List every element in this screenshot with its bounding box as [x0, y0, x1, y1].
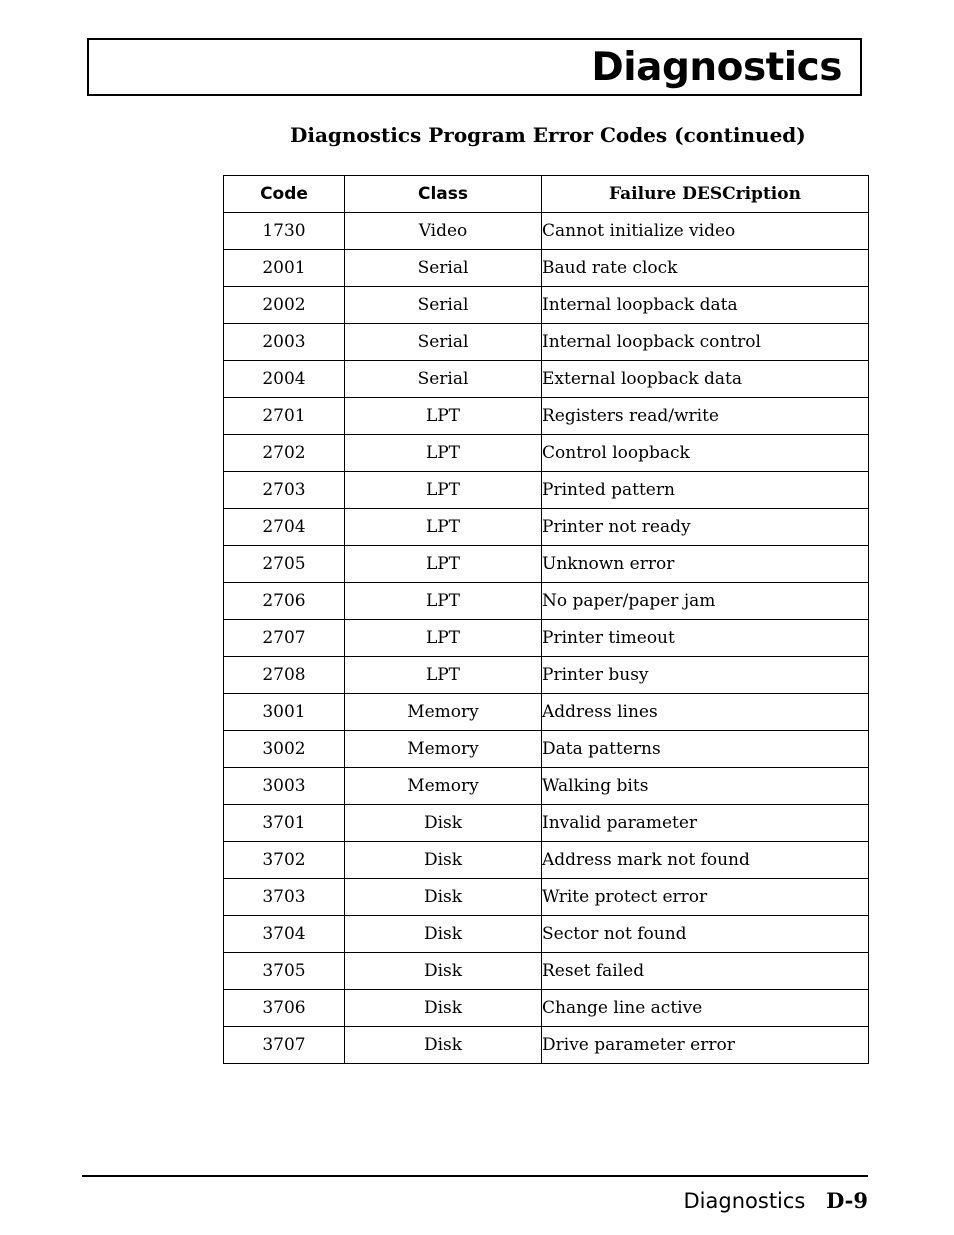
column-header-code: Code	[224, 176, 345, 213]
class-cell: Video	[345, 213, 542, 250]
description-cell: Walking bits	[542, 768, 869, 805]
code-cell: 3001	[224, 694, 345, 731]
code-cell: 3702	[224, 842, 345, 879]
table-row	[224, 509, 869, 546]
code-cell: 2003	[224, 324, 345, 361]
page-header	[87, 38, 862, 96]
table-row	[224, 250, 869, 287]
description-cell: External loopback data	[542, 361, 869, 398]
table-row	[224, 435, 869, 472]
class-cell: LPT	[345, 435, 542, 472]
description-cell: Internal loopback control	[542, 324, 869, 361]
table-row	[224, 805, 869, 842]
header-row	[224, 176, 869, 213]
class-cell: Serial	[345, 324, 542, 361]
table-row	[224, 916, 869, 953]
class-cell: Disk	[345, 879, 542, 916]
header-title: Diagnostics	[591, 45, 842, 90]
section-title: Diagnostics Program Error Codes (continued)	[290, 123, 806, 147]
code-cell: 3703	[224, 879, 345, 916]
code-cell: 2004	[224, 361, 345, 398]
table-row	[224, 953, 869, 990]
table-row	[224, 398, 869, 435]
class-cell: LPT	[345, 472, 542, 509]
table-header	[224, 176, 869, 213]
description-cell: Internal loopback data	[542, 287, 869, 324]
code-cell: 1730	[224, 213, 345, 250]
description-cell: Reset failed	[542, 953, 869, 990]
code-cell: 3705	[224, 953, 345, 990]
table-row	[224, 768, 869, 805]
class-cell: Disk	[345, 805, 542, 842]
error-codes-table	[223, 175, 869, 1064]
description-cell: Cannot initialize video	[542, 213, 869, 250]
table-row	[224, 990, 869, 1027]
table-body	[224, 213, 869, 1064]
table-row	[224, 731, 869, 768]
code-cell: 3002	[224, 731, 345, 768]
code-cell: 3003	[224, 768, 345, 805]
description-cell: Printer busy	[542, 657, 869, 694]
code-cell: 2705	[224, 546, 345, 583]
class-cell: LPT	[345, 509, 542, 546]
page-footer	[684, 1186, 868, 1216]
footer-section-name: Diagnostics	[683, 1189, 806, 1213]
description-cell: Change line active	[542, 990, 869, 1027]
class-cell: LPT	[345, 620, 542, 657]
table-row	[224, 472, 869, 509]
class-cell: LPT	[345, 546, 542, 583]
page-number: D-9	[826, 1188, 868, 1213]
class-cell: Memory	[345, 731, 542, 768]
code-cell: 2701	[224, 398, 345, 435]
description-cell: Control loopback	[542, 435, 869, 472]
description-cell: Write protect error	[542, 879, 869, 916]
code-cell: 2704	[224, 509, 345, 546]
code-cell: 2706	[224, 583, 345, 620]
code-cell: 3704	[224, 916, 345, 953]
description-cell: Unknown error	[542, 546, 869, 583]
class-cell: Disk	[345, 990, 542, 1027]
code-cell: 3701	[224, 805, 345, 842]
class-cell: Serial	[345, 250, 542, 287]
description-cell: No paper/paper jam	[542, 583, 869, 620]
code-cell: 3707	[224, 1027, 345, 1064]
class-cell: Disk	[345, 842, 542, 879]
code-cell: 2002	[224, 287, 345, 324]
description-cell: Baud rate clock	[542, 250, 869, 287]
table-row	[224, 842, 869, 879]
table-row	[224, 324, 869, 361]
description-cell: Address mark not found	[542, 842, 869, 879]
code-cell: 3706	[224, 990, 345, 1027]
code-cell: 2001	[224, 250, 345, 287]
class-cell: Disk	[345, 953, 542, 990]
class-cell: Serial	[345, 287, 542, 324]
class-cell: Disk	[345, 1027, 542, 1064]
class-cell: Serial	[345, 361, 542, 398]
code-cell: 2707	[224, 620, 345, 657]
table-row	[224, 620, 869, 657]
table-row	[224, 361, 869, 398]
table-row	[224, 879, 869, 916]
class-cell: LPT	[345, 583, 542, 620]
description-cell: Drive parameter error	[542, 1027, 869, 1064]
description-cell: Data patterns	[542, 731, 869, 768]
table-row	[224, 583, 869, 620]
class-cell: Memory	[345, 768, 542, 805]
code-cell: 2703	[224, 472, 345, 509]
class-cell: Disk	[345, 916, 542, 953]
column-header-description: Failure DESCription	[542, 176, 869, 213]
table-row	[224, 657, 869, 694]
description-cell: Printer not ready	[542, 509, 869, 546]
description-cell: Printed pattern	[542, 472, 869, 509]
table-row	[224, 213, 869, 250]
column-header-class: Class	[345, 176, 542, 213]
table-row	[224, 546, 869, 583]
class-cell: LPT	[345, 657, 542, 694]
table-row	[224, 1027, 869, 1064]
footer-divider	[82, 1175, 868, 1177]
class-cell: Memory	[345, 694, 542, 731]
table-row	[224, 287, 869, 324]
table-row	[224, 694, 869, 731]
code-cell: 2702	[224, 435, 345, 472]
description-cell: Address lines	[542, 694, 869, 731]
description-cell: Sector not found	[542, 916, 869, 953]
code-cell: 2708	[224, 657, 345, 694]
description-cell: Invalid parameter	[542, 805, 869, 842]
description-cell: Registers read/write	[542, 398, 869, 435]
class-cell: LPT	[345, 398, 542, 435]
description-cell: Printer timeout	[542, 620, 869, 657]
